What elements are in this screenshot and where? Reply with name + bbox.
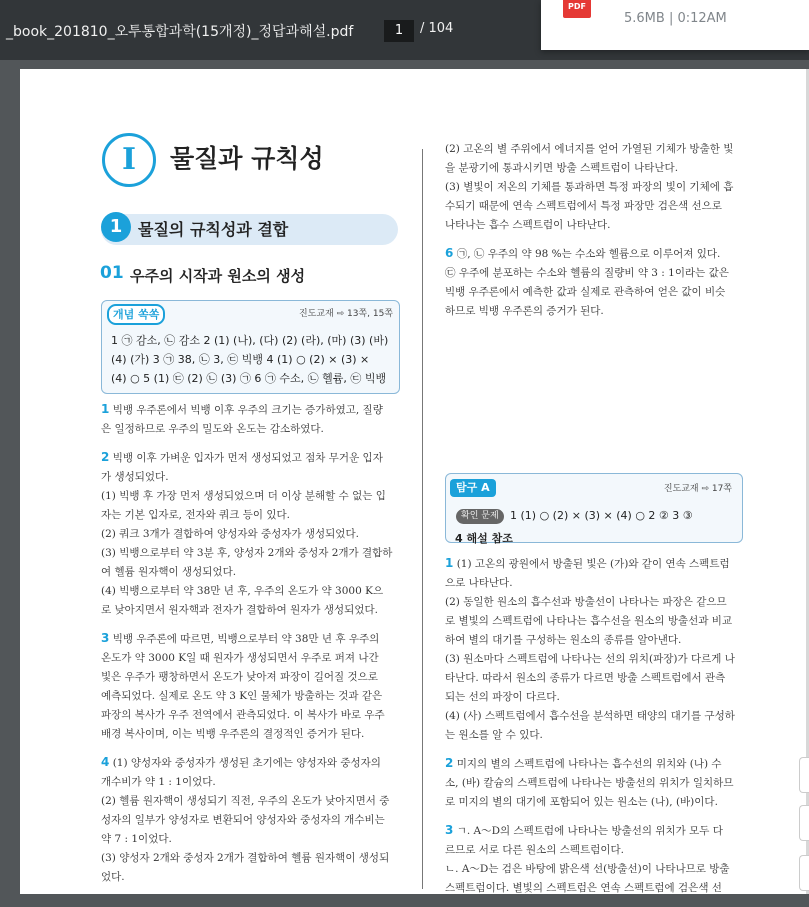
answer-line	[101, 725, 392, 744]
answer-text: 르므로 서로 다른 원소의 스펙트럼이다.	[445, 844, 624, 856]
answer-line	[101, 544, 392, 563]
answer-paragraph	[101, 753, 392, 887]
right-bottom-paragraphs	[445, 554, 735, 907]
chapter-title: 물질과 규칙성	[170, 144, 324, 173]
inquiry-reference: 진도교재 ⇨ 17쪽	[663, 484, 732, 494]
answer-paragraph	[445, 754, 735, 812]
edge-tab[interactable]	[799, 757, 809, 793]
answer-text: 파장의 복사가 우주 전역에서 관측되었다. 이 복사가 바로 우주	[101, 709, 385, 721]
answer-text: 었다.	[101, 871, 125, 883]
answer-number: 3	[445, 823, 454, 837]
answer-text: 을 분광기에 통과시키면 방출 스펙트럼이 나타난다.	[445, 162, 679, 174]
answer-text: 빅뱅 이후 가벼운 입자가 먼저 생성되었고 점차 무거운 입자	[112, 452, 383, 464]
answer-text: 약 7 : 1이었다.	[101, 833, 172, 845]
answer-text: 여 헬륨 원자핵이 생성되었다.	[101, 566, 237, 578]
answer-line	[445, 264, 733, 283]
answer-text: 로 별빛의 스펙트럼에 나타나는 흡수선을 원소의 방출선과 비교	[445, 615, 733, 627]
answer-line	[101, 468, 392, 487]
answer-text: ㄴ. A～D는 검은 바탕에 밝은색 선(방출선)이 나타나므로 방출	[445, 863, 730, 875]
download-bubble[interactable]	[541, 0, 809, 50]
subsection-title: 우주의 시작과 원소의 생성	[130, 267, 306, 285]
answer-line	[101, 792, 392, 811]
answer-number: 2	[445, 756, 454, 770]
answer-line	[101, 868, 392, 887]
inquiry-answers-2: 4 해설 참조	[455, 532, 513, 545]
answer-line	[445, 178, 733, 197]
answer-text: 로 미지의 별의 대기에 포함되어 있는 원소는 (나), (바)이다.	[445, 796, 718, 808]
answer-line	[101, 448, 392, 468]
answer-text: 배경 복사이며, 이는 빅뱅 우주론의 결정적인 증거가 된다.	[101, 728, 365, 740]
answer-line	[445, 793, 735, 812]
answer-line	[101, 687, 392, 706]
answer-line	[445, 302, 733, 321]
answer-text: (2) 고온의 별 주위에서 에너지를 얻어 가열된 기체가 방출한 빛	[445, 143, 734, 155]
answer-text: 빅뱅 우주론에서 예측한 값과 실제로 관측하여 얻은 값이 비슷	[445, 286, 726, 298]
edge-tab[interactable]	[799, 805, 809, 841]
answer-line	[101, 649, 392, 668]
answer-paragraph	[445, 244, 733, 321]
answer-line	[445, 631, 735, 650]
page-number-input[interactable]: 1	[384, 20, 414, 42]
answer-text: (3) 별빛이 저온의 기체를 통과하면 특정 파장의 빛이 기체에 흡	[445, 181, 734, 193]
concept-reference: 진도교재 ⇨ 13쪽, 15쪽	[298, 309, 393, 319]
answer-line	[101, 773, 392, 792]
answer-text: 개수비가 약 1 : 1이었다.	[101, 776, 216, 788]
concept-line: (4) ○ 5 (1) ㉢ (2) ㉡ (3) ㉠ 6 ㉠ 수소, ㉡ 헬륨, ㉢ 빅뱅	[111, 372, 387, 385]
answer-text: 가 생성되었다.	[101, 471, 169, 483]
answer-line	[101, 629, 392, 649]
answer-text: 소, (바) 칼슘의 스펙트럼에 나타나는 방출선의 위치가 일치하므	[445, 777, 734, 789]
answer-number: 1	[101, 402, 110, 416]
answer-line	[445, 593, 735, 612]
answer-number: 2	[101, 450, 110, 464]
edge-tab[interactable]	[799, 855, 809, 891]
page-total: / 104	[420, 21, 454, 36]
answer-paragraph	[445, 554, 735, 745]
answer-line	[445, 554, 735, 574]
answer-text: 은 일정하므로 우주의 밀도와 온도는 감소하였다.	[101, 423, 324, 435]
section-title: 물질의 규칙성과 결합	[138, 220, 289, 239]
answer-line	[101, 582, 392, 601]
answer-line	[445, 821, 735, 841]
answer-text: 빅뱅 우주론에 따르면, 빅뱅으로부터 약 38만 년 후 우주의	[112, 633, 380, 645]
answer-paragraph	[445, 821, 735, 898]
answer-text: (2) 쿼크 3개가 결합하여 양성자와 중성자가 생성되었다.	[101, 528, 359, 540]
answer-line	[445, 879, 735, 898]
answer-line	[101, 830, 392, 849]
answer-text: 빛은 우주가 팽창하면서 온도가 낮아져 파장이 길어질 것으로	[101, 671, 378, 683]
inquiry-tag: 탐구 A	[450, 479, 496, 497]
answer-number: 4	[101, 755, 110, 769]
answer-text: 나타나는 흡수 스펙트럼이 나타난다.	[445, 219, 611, 231]
answer-line	[101, 400, 392, 420]
answer-text: 성자의 일부가 양성자로 변환되어 양성자와 중성자의 개수비는	[101, 814, 385, 826]
answer-line	[101, 487, 392, 506]
answer-line	[445, 216, 733, 235]
answer-line	[445, 841, 735, 860]
answer-text: (1) 양성자와 중성자가 생성된 초기에는 양성자와 중성자의	[112, 757, 381, 769]
answer-line	[445, 669, 735, 688]
answer-text: (1) 고온의 광원에서 방출된 빛은 (가)와 같이 연속 스펙트럼	[456, 558, 730, 570]
answer-text: (2) 동일한 원소의 흡수선과 방출선이 나타나는 파장은 같으므	[445, 596, 727, 608]
answer-line	[445, 140, 733, 159]
answer-line	[101, 668, 392, 687]
download-meta: 5.6MB | 0:12AM	[624, 11, 727, 26]
answer-line	[101, 563, 392, 582]
answer-text: 로 낮아지면서 원자핵과 전자가 결합하여 원자가 생성되었다.	[101, 604, 378, 616]
answer-paragraph	[445, 140, 733, 235]
answer-line	[445, 159, 733, 178]
answer-line	[445, 707, 735, 726]
answer-line	[101, 811, 392, 830]
answer-line	[101, 506, 392, 525]
answer-line	[445, 860, 735, 879]
answer-text: 하므로 빅뱅 우주론의 증거가 된다.	[445, 305, 604, 317]
left-paragraphs	[101, 400, 392, 896]
answer-text: 스펙트럼이다. 별빛의 스펙트럼은 연속 스펙트럼에 검은색 선	[445, 882, 722, 894]
inquiry-box	[445, 473, 743, 543]
answer-line	[101, 601, 392, 620]
document-title: _book_201810_오투통합과학(15개정)_정답과해설.pdf	[6, 24, 354, 40]
answer-line	[101, 753, 392, 773]
answer-line	[445, 574, 735, 593]
answer-line	[445, 650, 735, 669]
answer-line	[445, 754, 735, 774]
answer-number: 6	[445, 246, 454, 260]
answer-text: (3) 양성자 2개와 중성자 2개가 결합하여 헬륨 원자핵이 생성되	[101, 852, 390, 864]
answer-line	[445, 244, 733, 264]
answer-line	[101, 525, 392, 544]
answer-number: 1	[445, 556, 454, 570]
answer-text: (4) (사) 스펙트럼에서 흡수선을 분석하면 태양의 대기를 구성하	[445, 710, 735, 722]
answer-line	[101, 706, 392, 725]
answer-text: (3) 빅뱅으로부터 약 3분 후, 양성자 2개와 중성자 2개가 결합하	[101, 547, 393, 559]
concept-line: 1 ㉠ 감소, ㉡ 감소 2 (1) (나), (다) (2) (라), (마) (3) (바)	[111, 334, 389, 347]
answer-line	[445, 774, 735, 793]
answer-text: 자는 기본 입자로, 전자와 쿼크 등이 있다.	[101, 509, 290, 521]
answer-text: 으로 나타난다.	[445, 577, 513, 589]
answer-line	[445, 612, 735, 631]
concept-line: (4) (가) 3 ㉠ 38, ㉡ 3, ㉢ 빅뱅 4 (1) ○ (2) × (3) ×	[111, 353, 370, 366]
answer-line	[445, 688, 735, 707]
section-number: 1	[101, 212, 131, 242]
answer-text: ㄱ. A～D의 스펙트럼에 나타나는 방출선의 위치가 모두 다	[456, 825, 723, 837]
inquiry-answers: 1 (1) ○ (2) × (3) × (4) ○ 2 ② 3 ③	[510, 509, 693, 522]
pdf-file-icon: PDF	[563, 0, 591, 18]
answer-text: 되는 선의 파장이 다르다.	[445, 691, 560, 703]
answer-text: 수되기 때문에 연속 스펙트럼에서 특정 파장만 검은색 선으로	[445, 200, 722, 212]
answer-text: ㉢ 우주에 분포하는 수소와 헬륨의 질량비 약 3 : 1이라는 값은	[445, 267, 729, 279]
answer-text: (2) 헬륨 원자핵이 생성되기 직전, 우주의 온도가 낮아지면서 중	[101, 795, 390, 807]
answer-line	[101, 849, 392, 868]
chapter-roman-numeral: I	[102, 133, 156, 187]
answer-text: 타난다. 따라서 원소의 종류가 다르면 방출 스펙트럼에서 관측	[445, 672, 726, 684]
answer-text: 미지의 별의 스펙트럼에 나타나는 흡수선의 위치와 (나) 수	[456, 758, 722, 770]
answer-text: ㉠, ㉡ 우주의 약 98 %는 수소와 헬륨으로 이루어져 있다.	[456, 248, 721, 260]
answer-line	[445, 726, 735, 745]
answer-text: 는 원소를 알 수 있다.	[445, 729, 543, 741]
answer-paragraph	[101, 448, 392, 620]
answer-text: 빅뱅 우주론에서 빅뱅 이후 우주의 크기는 증가하였고, 질량	[112, 404, 383, 416]
pdf-page	[20, 69, 809, 894]
concept-tag: 개념 쏙쏙	[107, 304, 165, 325]
column-divider	[422, 149, 423, 889]
answer-line	[445, 283, 733, 302]
answer-text: 예측되었다. 실제로 온도 약 3 K인 물체가 방출하는 것과 같은	[101, 690, 383, 702]
confirm-problem-badge: 확인 문제	[456, 509, 504, 524]
concept-answer-box	[101, 300, 400, 394]
answer-line	[101, 420, 392, 439]
answer-line	[445, 197, 733, 216]
right-top-paragraphs	[445, 140, 733, 330]
answer-text: 하여 별의 대기를 구성하는 원소의 종류를 알아낸다.	[445, 634, 682, 646]
answer-text: (3) 원소마다 스펙트럼에 나타나는 선의 위치(파장)가 다르게 나	[445, 653, 735, 665]
answer-text: (1) 빅뱅 후 가장 먼저 생성되었으며 더 이상 분해할 수 없는 입	[101, 490, 386, 502]
answer-paragraph	[101, 400, 392, 439]
answer-number: 3	[101, 631, 110, 645]
answer-text: (4) 빅뱅으로부터 약 38만 년 후, 우주의 온도가 약 3000 K으	[101, 585, 384, 597]
answer-paragraph	[101, 629, 392, 744]
answer-text: 온도가 약 3000 K일 때 원자가 생성되면서 우주로 퍼져 나간	[101, 652, 379, 664]
subsection-number: 01	[100, 263, 124, 283]
